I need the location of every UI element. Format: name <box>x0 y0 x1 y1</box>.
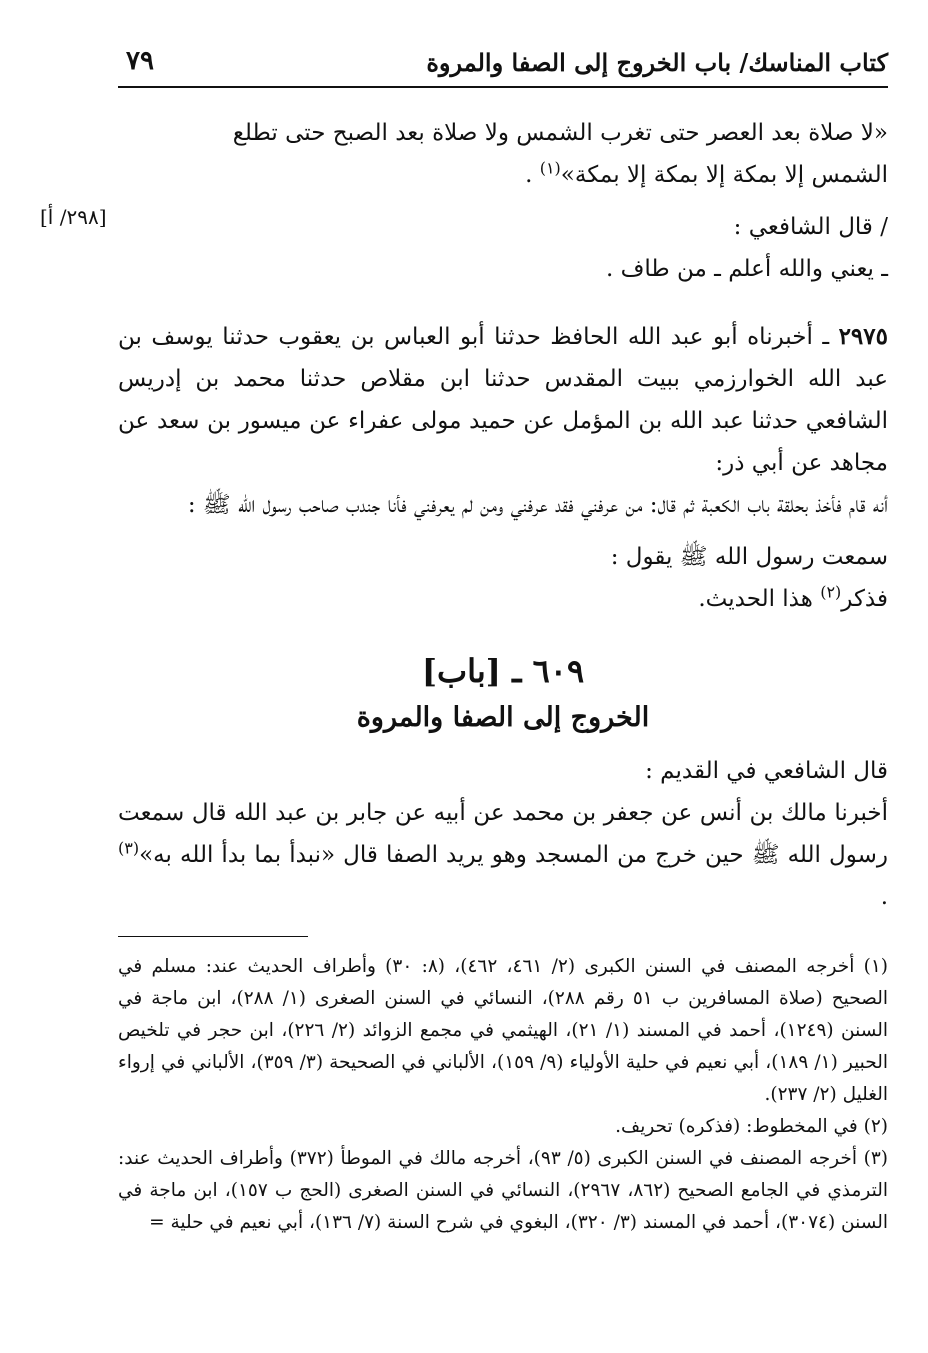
paragraph-1-line-2: الشمس إلا بمكة إلا بمكة إلا بمكة» <box>560 162 888 188</box>
chapter-subtitle: الخروج إلى الصفا والمروة <box>356 702 650 733</box>
paragraph-5-line-2a: فذكر <box>841 586 888 612</box>
paragraph-7 <box>118 792 888 918</box>
paragraph-2-line-2: ـ يعني والله أعلم ـ من طاف . <box>605 256 888 282</box>
chapter-title: ٦٠٩ ـ [باب] <box>421 652 585 690</box>
paragraph-5-line-2b: هذا الحديث. <box>698 586 821 612</box>
page-number: ٧٩ <box>126 46 154 76</box>
footnote-marker-1: (١) <box>539 158 561 178</box>
hadith-number: ٢٩٧٥ <box>838 323 888 350</box>
footnote-marker-3: (٣) <box>118 838 140 858</box>
paragraph-2 <box>118 206 888 290</box>
hadith-isnad: ـ أخبرناه أبو عبد الله الحافظ حدثنا أبو العباس بن يعقوب حدثنا يوسف بن عبد الله الخوارزمي ببيت المقدس حدثنا ابن مقلاص حدثنا محمد بن إدريس الشافعي حدثنا عبد الله بن المؤمل عن حميد مولى عفراء عن ميسور بن سعد عن مجاهد عن أبي ذر: <box>118 324 888 476</box>
paragraph-1-end: . <box>525 162 540 188</box>
manuscript-folio-ref: [٢٩٨/ أ] <box>40 205 107 229</box>
paragraph-2-line-1: / قال الشافعي : <box>733 214 888 240</box>
footnote-3: (٣) أخرجه المصنف في السنن الكبرى (٥/ ٩٣)، أخرجه مالك في الموطأ (٣٧٢) وأطراف الحديث عند: الترمذي في الجامع الصحيح (٨٦٢، ٢٩٦٧)، النسائي في السنن الصغرى (الحج ب ١٥٧)، ابن ماجة في السنن (٣٠٧٤)، أحمد في المسند (٣/ ٣٢٠)، البغوي في شرح السنة (٧/ ١٣٦)، أبي نعيم في حلية = <box>118 1148 888 1233</box>
footnote-marker-2: (٢) <box>820 582 842 602</box>
main-text <box>118 112 888 1239</box>
paragraph-6: قال الشافعي في القديم : <box>645 758 888 784</box>
footnote-separator <box>118 936 308 937</box>
hadith-paragraph <box>118 316 888 484</box>
footnote-1: (١) أخرجه المصنف في السنن الكبرى (٢/ ٤٦١، ٤٦٢)، (٨: ٣٠) وأطراف الحديث عند: مسلم في الصحيح (صلاة المسافرين ب ٥١ رقم ٢٨٨)، النسائي في السنن الصغرى (١/ ٢٨٨)، ابن ماجة في السنن (١٢٤٩)، أحمد في المسند (١/ ٢١)، الهيثمي في مجمع الزوائد (٢/ ٢٢٦)، ابن حجر في تلخيص الحبير (١/ ١٨٩)، أبي نعيم في حلية الأولياء (٩/ ١٥٩)، الألباني في الصحيحة (٣/ ٣٥٩)، الألباني في إرواء الغليل (٢/ ٢٣٧). <box>118 956 889 1105</box>
paragraph-5-line-1: سمعت رسول الله ﷺ يقول : <box>610 544 888 570</box>
running-header <box>118 44 888 88</box>
header-title: كتاب المناسك/ باب الخروج إلى الصفا والمروة <box>426 48 888 77</box>
paragraph-7-text: أخبرنا مالك بن أنس عن جعفر بن محمد عن أبيه عن جابر بن عبد الله قال سمعت رسول الله ﷺ حين خرج من المسجد وهو يريد الصفا قال «نبدأ بما بدأ الله به» <box>118 800 888 868</box>
footnote-2: (٢) في المخطوط: (فذكره) تحريف. <box>615 1116 888 1137</box>
paragraph-5 <box>118 536 888 620</box>
paragraph-4: أنه قام فأخذ بحلقة باب الكعبة ثم قال: من عرفني فقد عرفني ومن لم يعرفني فأنا جندب صاحب رسول الله ﷺ : <box>187 492 888 518</box>
paragraph-1-line-1: «لا صلاة بعد العصر حتى تغرب الشمس ولا صلاة بعد الصبح حتى تطلع <box>232 120 888 146</box>
paragraph-7-end: . <box>880 884 888 910</box>
paragraph-1 <box>118 112 888 196</box>
